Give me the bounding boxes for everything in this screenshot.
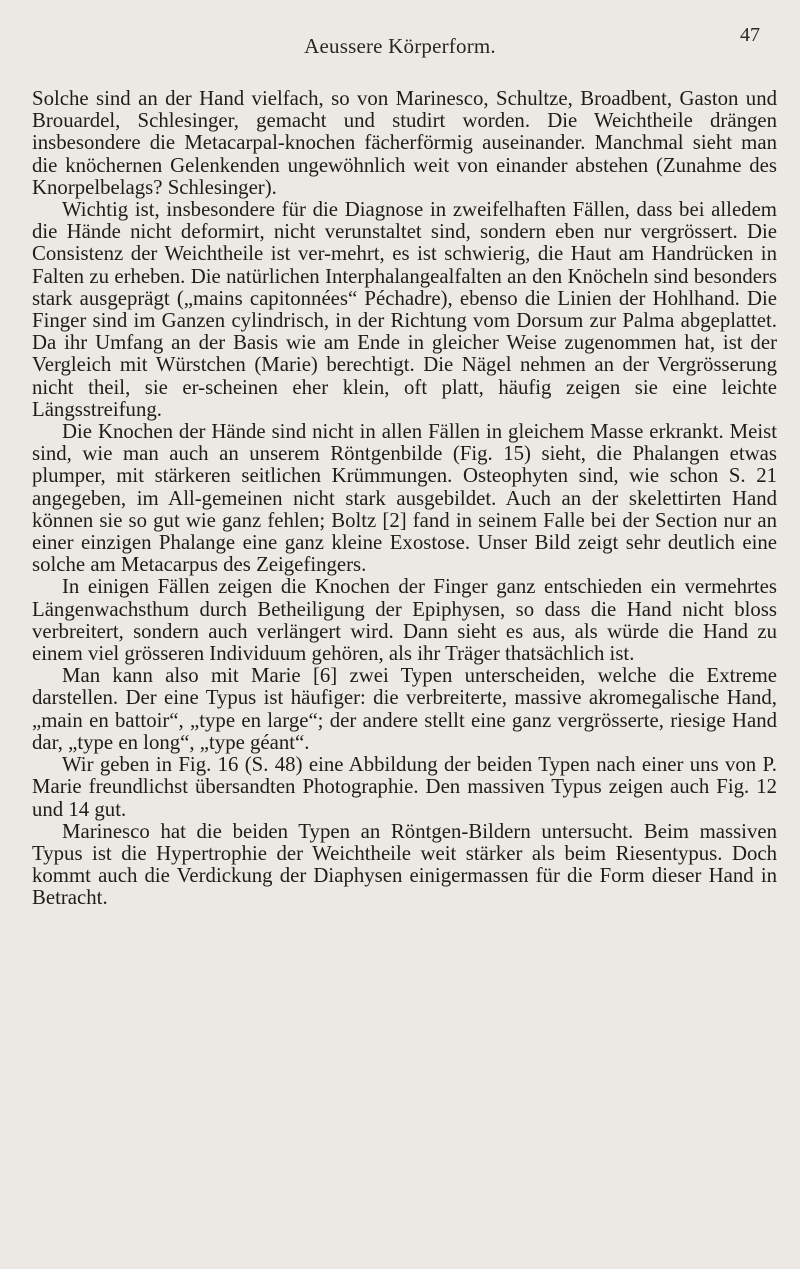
running-head-title: Aeussere Körperform. [304, 34, 496, 58]
running-head [0, 24, 800, 64]
page-number: 47 [740, 24, 760, 46]
body-text [32, 88, 777, 910]
paragraph: Die Knochen der Hände sind nicht in allen Fällen in gleichem Masse erkrankt. Meist sind, wie man auch an unserem Röntgenbilde (Fig. 15) sieht, die Phalangen etwas plumper, mit stärkeren seitlichen Krümmungen. Osteophyten sind, wie schon S. 21 angegeben, im All-gemeinen nicht stark ausgebildet. Auch an der skelettirten Hand können sie so gut wie ganz fehlen; Boltz [2] fand in seinem Falle bei der Section nur an einer einzigen Phalange eine ganz kleine Exostose. Unser Bild zeigt sehr deutlich eine solche am Metacarpus des Zeigefingers. [32, 420, 777, 577]
paragraph: Wir geben in Fig. 16 (S. 48) eine Abbildung der beiden Typen nach einer uns von P. Marie freundlichst übersandten Photographie. Den massiven Typus zeigen auch Fig. 12 und 14 gut. [32, 753, 777, 821]
paragraph: Man kann also mit Marie [6] zwei Typen unterscheiden, welche die Extreme darstellen. Der eine Typus ist häufiger: die verbreiterte, massive akromegalische Hand, „main en battoir“, „type en large“; der andere stellt eine ganz vergrösserte, riesige Hand dar, „type en long“, „type géant“. [32, 664, 777, 754]
paragraph: Solche sind an der Hand vielfach, so von Marinesco, Schultze, Broadbent, Gaston und Brouardel, Schlesinger, gemacht und studirt worden. Die Weichtheile drängen insbesondere die Metacarpal-knochen fächerförmig auseinander. Manchmal sieht man die knöchernen Gelenkenden ungewöhnlich weit von einander abstehen (Zunahme des Knorpelbelags? Schlesinger). [32, 87, 777, 199]
paragraph: Wichtig ist, insbesondere für die Diagnose in zweifelhaften Fällen, dass bei alledem die Hände nicht deformirt, nicht verunstaltet sind, sondern eben nur vergrössert. Die Consistenz der Weichtheile ist ver-mehrt, es ist schwierig, die Haut am Handrücken in Falten zu erheben. Die natürlichen Interphalangealfalten an den Knöcheln sind besonders stark ausgeprägt („mains capitonnées“ Péchadre), ebenso die Linien der Hohlhand. Die Finger sind im Ganzen cylindrisch, in der Richtung vom Dorsum zur Palma abgeplattet. Da ihr Umfang an der Basis wie am Ende in gleicher Weise zugenommen hat, ist der Vergleich mit Würstchen (Marie) berechtigt. Die Nägel nehmen an der Vergrösserung nicht theil, sie er-scheinen eher klein, oft platt, häufig zeigen sie eine leichte Längsstreifung. [32, 198, 777, 421]
paragraph: In einigen Fällen zeigen die Knochen der Finger ganz entschieden ein vermehrtes Längenwachsthum durch Betheiligung der Epiphysen, so dass die Hand nicht bloss verbreitert, sondern auch verlängert wird. Dann sieht es aus, als würde die Hand zu einem viel grösseren Individuum gehören, als ihr Träger thatsächlich ist. [32, 575, 777, 666]
paragraph: Marinesco hat die beiden Typen an Röntgen-Bildern untersucht. Beim massiven Typus ist die Hypertrophie der Weichtheile weit stärker als beim Riesentypus. Doch kommt auch die Verdickung der Diaphysen einigermassen für die Form dieser Hand in Betracht. [32, 819, 777, 910]
